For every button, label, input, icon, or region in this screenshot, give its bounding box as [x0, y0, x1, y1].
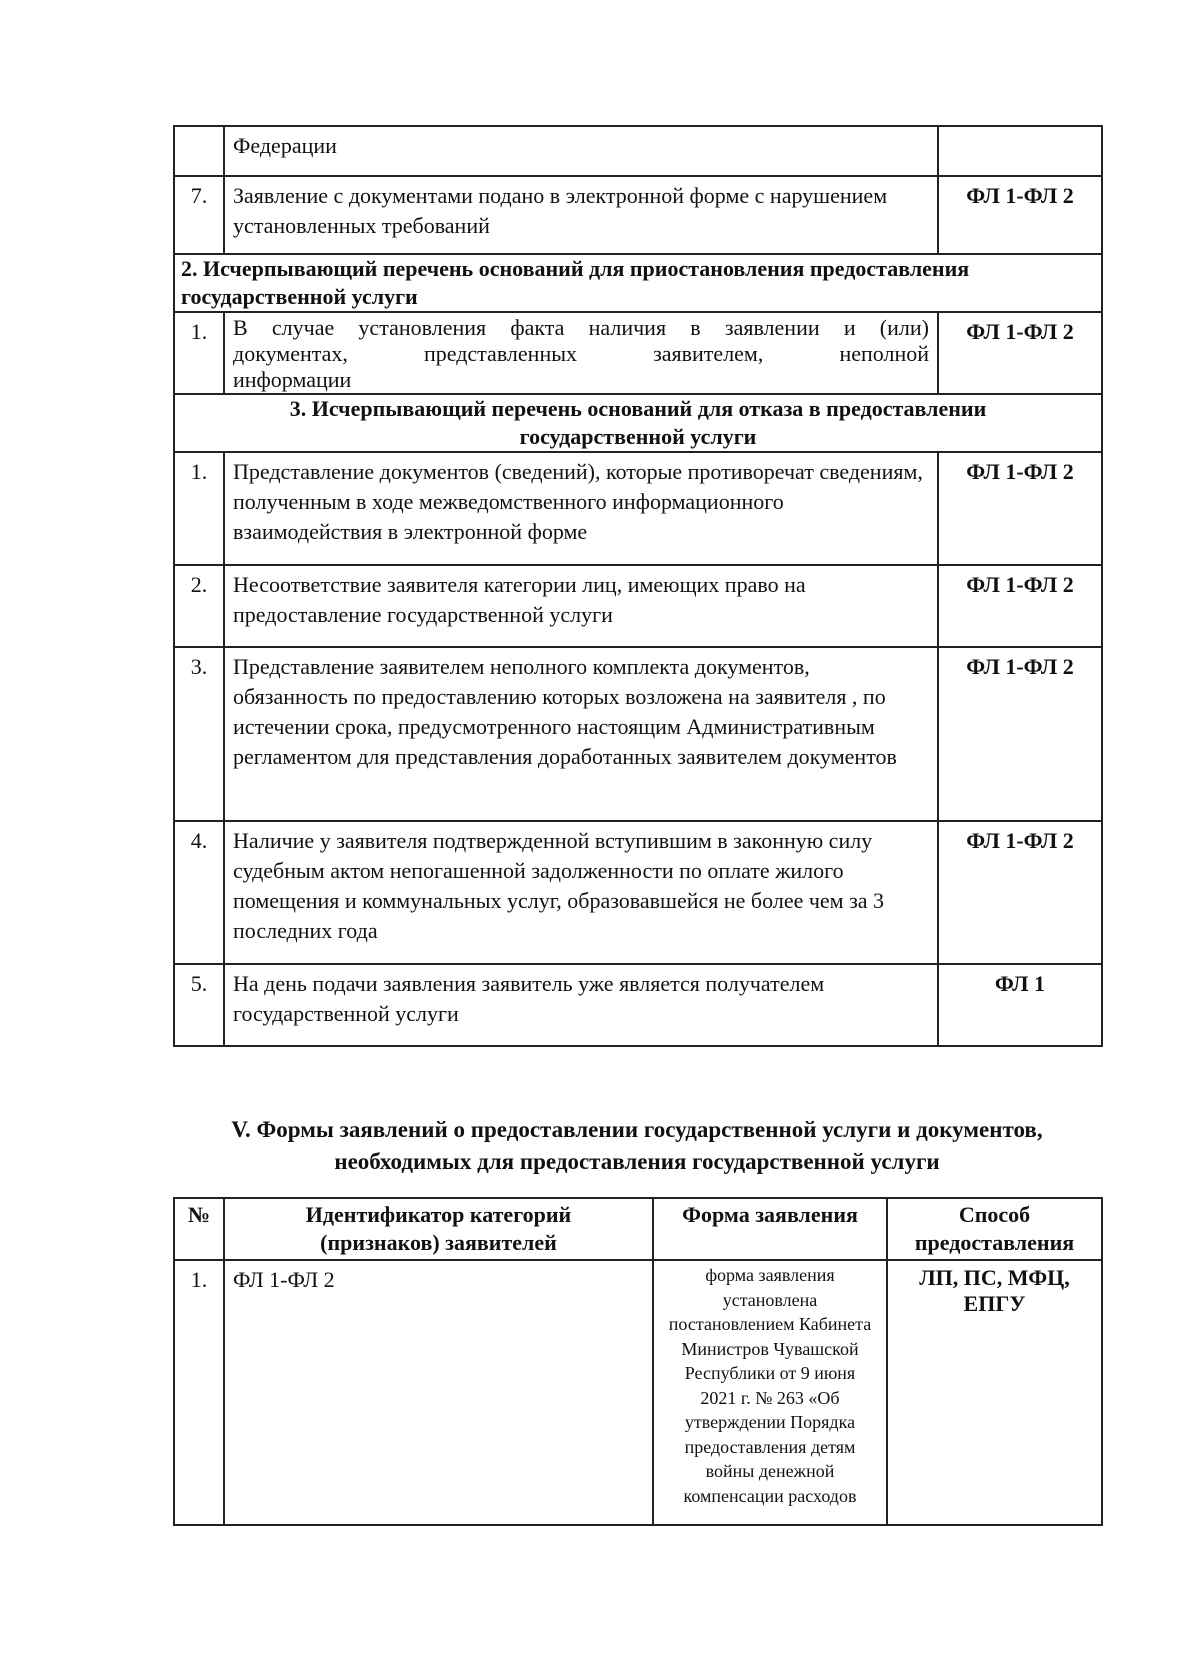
row-number: 5.	[174, 964, 224, 1046]
section-header-row	[174, 254, 1102, 312]
row-number: 4.	[174, 821, 224, 964]
row-text-line: документах, представленных заявителем, неполной	[233, 341, 929, 366]
column-header-form: Форма заявления	[653, 1198, 887, 1260]
row-text	[224, 312, 938, 394]
row-code: ФЛ 1-ФЛ 2	[938, 176, 1102, 254]
section-v-heading: V. Формы заявлений о предоставлении государственной услуги и документов, необходимых для предоставления государственной услуги	[231, 1117, 1043, 1174]
row-number: 3.	[174, 647, 224, 821]
table-header-row	[174, 1198, 1102, 1260]
row-number: 2.	[174, 565, 224, 647]
row-text: Наличие у заявителя подтвержденной вступившим в законную силу судебным актом непогашенной задолженности по оплате жилого помещения и коммунальных услуг, образовавшейся не более чем за 3 последних года	[224, 821, 938, 964]
row-text: На день подачи заявления заявитель уже является получателем государственной услуги	[224, 964, 938, 1046]
row-code: ФЛ 1-ФЛ 2	[938, 647, 1102, 821]
row-text: Представление документов (сведений), которые противоречат сведениям, полученным в ходе межведомственного информационного взаимодействия в электронной форме	[224, 452, 938, 565]
table-row	[174, 312, 1102, 394]
row-text-line: информации	[233, 367, 352, 392]
column-header-identifier: Идентификатор категорий (признаков) заявителей	[224, 1198, 653, 1260]
row-number: 7.	[174, 176, 224, 254]
row-number: 1.	[174, 1260, 224, 1525]
forms-table	[173, 1197, 1103, 1526]
row-identifier: ФЛ 1-ФЛ 2	[224, 1260, 653, 1525]
table-row	[174, 452, 1102, 565]
row-text: Представление заявителем неполного комплекта документов, обязанность по предоставлению которых возложена на заявителя , по истечении срока, предусмотренного настоящим Административным регламентом для представления доработанных заявителем документов	[224, 647, 938, 821]
column-header-method: Способ предоставления	[887, 1198, 1102, 1260]
section-header-row	[174, 394, 1102, 452]
table-row	[174, 1260, 1102, 1525]
table-row	[174, 821, 1102, 964]
row-text: Федерации	[224, 126, 938, 176]
row-form: форма заявления установлена постановлением Кабинета Министров Чувашской Республики от 9 июня 2021 г. № 263 «Об утверждении Порядка предоставления детям войны денежной компенсации расходов	[653, 1260, 887, 1525]
row-method: ЛП, ПС, МФЦ, ЕПГУ	[887, 1260, 1102, 1525]
table-row	[174, 176, 1102, 254]
column-header-number: №	[174, 1198, 224, 1260]
table-row	[174, 964, 1102, 1046]
row-number	[174, 126, 224, 176]
row-code: ФЛ 1-ФЛ 2	[938, 312, 1102, 394]
grounds-table	[173, 125, 1103, 1047]
section-2-title: 2. Исчерпывающий перечень оснований для приостановления предоставления государственной услуги	[174, 254, 1102, 312]
table-row	[174, 126, 1102, 176]
row-text: Заявление с документами подано в электронной форме с нарушением установленных требований	[224, 176, 938, 254]
row-code	[938, 126, 1102, 176]
table-row	[174, 565, 1102, 647]
table-row	[174, 647, 1102, 821]
row-code: ФЛ 1	[938, 964, 1102, 1046]
section-3-title: 3. Исчерпывающий перечень оснований для отказа в предоставлении государственной услуги	[174, 394, 1102, 452]
row-number: 1.	[174, 312, 224, 394]
row-text: Несоответствие заявителя категории лиц, имеющих право на предоставление государственной услуги	[224, 565, 938, 647]
row-code: ФЛ 1-ФЛ 2	[938, 565, 1102, 647]
row-code: ФЛ 1-ФЛ 2	[938, 452, 1102, 565]
row-code: ФЛ 1-ФЛ 2	[938, 821, 1102, 964]
row-number: 1.	[174, 452, 224, 565]
row-text-line: В случае установления факта наличия в заявлении и (или)	[233, 315, 929, 340]
